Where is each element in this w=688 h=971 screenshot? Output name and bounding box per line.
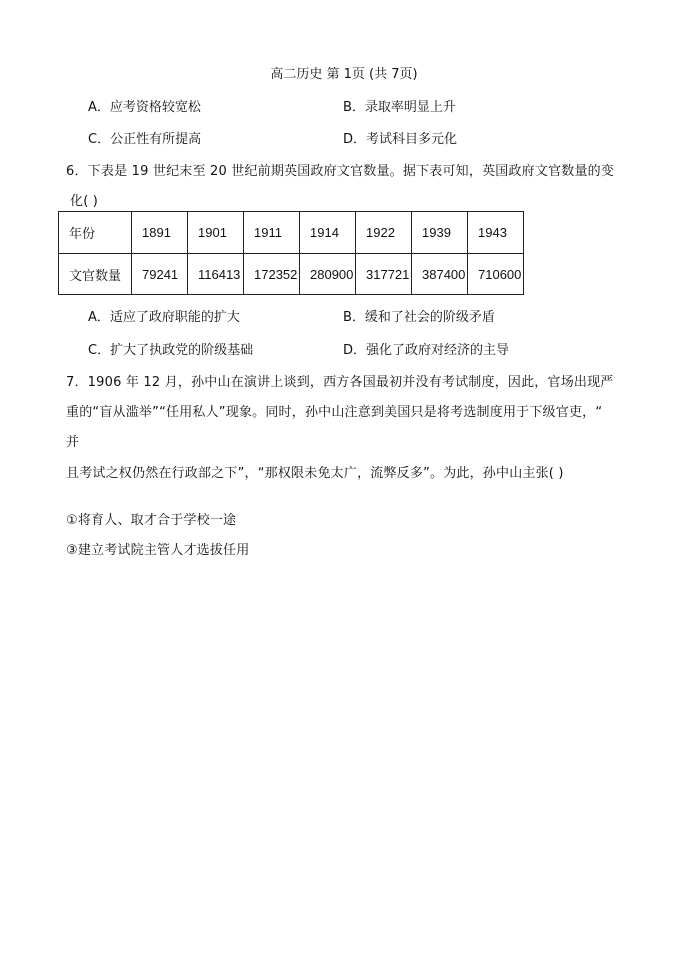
table-cell-year: 1911 [244,212,300,254]
table-cell-year: 1914 [300,212,356,254]
q6-option-c: C．扩大了执政党的阶级基础 [88,343,254,358]
table-cell-year: 1922 [356,212,412,254]
q7-line2: 重的“盲从滥举”“任用私人”现象。同时，孙中山注意到美国只是将考选制度用于下级官吏，“ [66,405,603,420]
table-cell-year: 1939 [412,212,468,254]
q7-choice-3: ③建立考试院主管人才选拔任用 [66,543,250,558]
q6-option-a: A．适应了政府职能的扩大 [88,310,240,325]
q6-stem-line1: 6．下表是 19 世纪末至 20 世纪前期英国政府文官数量。据下表可知，英国政府文官数量的变 [66,164,615,179]
q7-line3: 并 [66,435,80,450]
table-cell-count: 172352 [244,254,300,295]
page-header: 高二历史 第 1页 (共 7页) [270,67,418,82]
table-row-label: 文官数量 [59,254,132,295]
table-cell-count: 710600 [468,254,524,295]
table-row-label: 年份 [59,212,132,254]
table-cell-count: 116413 [188,254,244,295]
q6-option-b: B．缓和了社会的阶级矛盾 [343,310,495,325]
table-cell-count: 79241 [132,254,188,295]
q7-line1: 7．1906 年 12 月，孙中山在演讲上谈到，西方各国最初并没有考试制度，因此，官场出现严 [66,375,614,390]
table-cell-year: 1901 [188,212,244,254]
q7-line4: 且考试之权仍然在行政部之下”，“那权限未免太广，流弊反多”。为此，孙中山主张( ) [66,466,564,481]
q5-option-d: D．考试科目多元化 [343,132,458,147]
table-row-counts [59,254,524,295]
q6-stem-line2: 化( ) [70,194,99,209]
q6-option-d: D．强化了政府对经济的主导 [343,343,510,358]
q5-option-b: B．录取率明显上升 [343,100,456,115]
q5-option-c: C．公正性有所提高 [88,132,202,147]
q5-option-a: A．应考资格较宽松 [88,100,201,115]
table-cell-year: 1943 [468,212,524,254]
table-cell-count: 280900 [300,254,356,295]
civil-servant-table [58,211,524,295]
table-cell-year: 1891 [132,212,188,254]
table-cell-count: 317721 [356,254,412,295]
q7-choice-1: ①将育人、取才合于学校一途 [66,513,237,528]
table-cell-count: 387400 [412,254,468,295]
table-row-years [59,212,524,254]
